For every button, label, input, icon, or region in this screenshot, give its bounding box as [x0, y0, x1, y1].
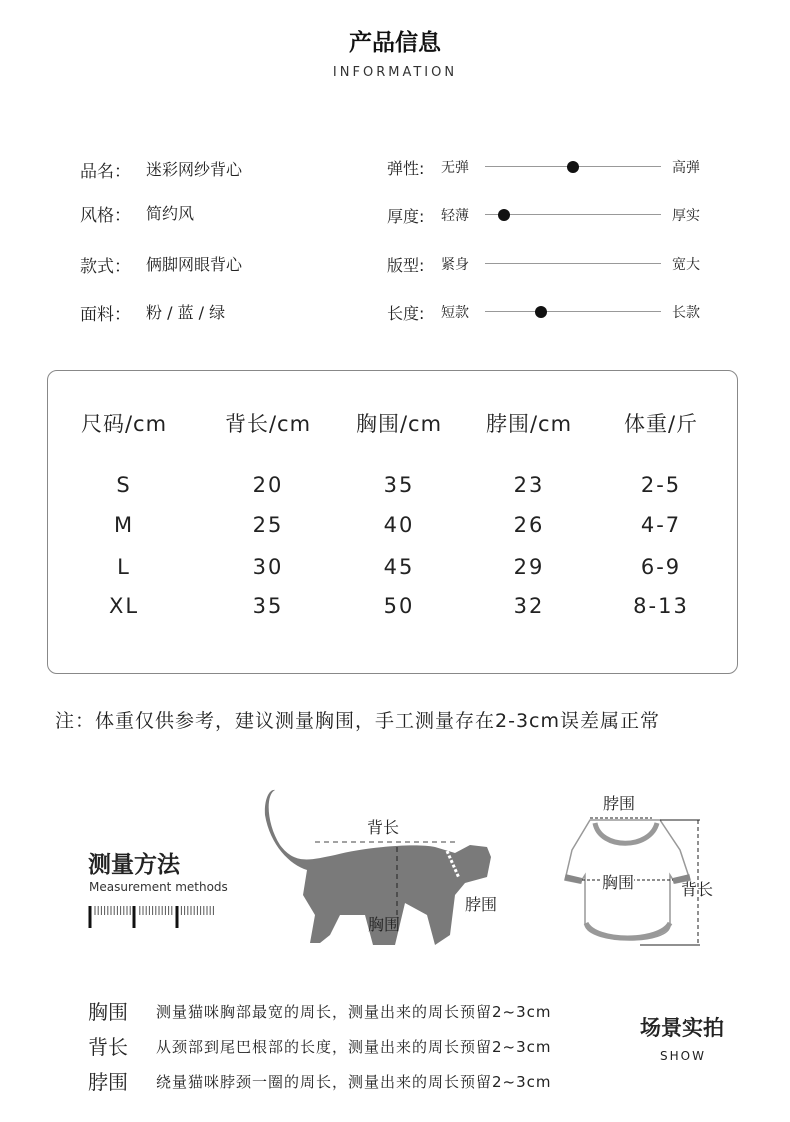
definition-desc: 测量猫咪胸部最宽的周长，测量出来的周长预留2~3cm [156, 1003, 552, 1021]
size-note: 注：体重仅供参考，建议测量胸围，手工测量存在2-3cm误差属正常 [55, 710, 660, 732]
table-cell: XL [108, 594, 140, 618]
slider-high: 宽大 [672, 257, 700, 273]
definition-neck [88, 1066, 552, 1095]
definition-desc: 绕量猫咪脖颈一圈的周长，测量出来的周长预留2~3cm [156, 1073, 552, 1091]
table-cell: L [117, 555, 131, 579]
slider-track [485, 311, 661, 312]
table-cell: S [116, 473, 132, 497]
table-cell: 6-9 [640, 555, 682, 579]
attr-label: 款式： [80, 257, 131, 277]
shirt-label-chest: 胸围 [602, 870, 634, 893]
method-subtitle: Measurement methods [89, 880, 228, 894]
attr-value: 粉 / 蓝 / 绿 [146, 303, 226, 322]
table-header: 背长/cm [224, 412, 312, 436]
table-header: 体重/斤 [623, 412, 699, 436]
slider-elasticity [387, 156, 717, 178]
table-cell: 4-7 [640, 513, 682, 537]
table-cell: M [113, 513, 135, 537]
table-cell: 2-5 [640, 473, 682, 497]
slider-high: 厚实 [672, 208, 700, 224]
definition-desc: 从颈部到尾巴根部的长度，测量出来的周长预留2~3cm [156, 1038, 552, 1056]
table-header: 尺码/cm [80, 412, 168, 436]
attr-label: 风格： [80, 206, 131, 226]
table-header: 脖围/cm [485, 412, 573, 436]
slider-low: 轻薄 [441, 208, 469, 224]
table-cell: 50 [383, 594, 415, 618]
attr-type [80, 252, 243, 277]
definition-chest [88, 996, 552, 1025]
definition-term: 胸围 [88, 1000, 128, 1024]
table-cell: 35 [383, 473, 415, 497]
table-cell: 8-13 [633, 594, 689, 618]
cat-label-chest: 胸围 [368, 915, 401, 934]
slider-label: 弹性: [387, 159, 425, 178]
section-title: 产品信息 [349, 30, 441, 56]
table-cell: 29 [513, 555, 545, 579]
cat-label-neck: 脖围 [465, 895, 498, 914]
attr-label: 面料： [80, 305, 131, 325]
slider-fit [387, 253, 717, 275]
table-cell: 25 [252, 513, 284, 537]
slider-high: 高弹 [672, 160, 700, 176]
table-cell: 32 [513, 594, 545, 618]
attr-fabric [80, 300, 226, 325]
table-cell: 35 [252, 594, 284, 618]
slider-label: 厚度: [387, 207, 425, 226]
table-cell: 30 [252, 555, 284, 579]
table-cell: 20 [252, 473, 284, 497]
cat-label-back: 背长 [367, 818, 400, 837]
slider-length [387, 301, 717, 323]
table-cell: 45 [383, 555, 415, 579]
section-subtitle: INFORMATION [332, 65, 458, 80]
table-header: 胸围/cm [355, 412, 443, 436]
slider-label: 长度: [387, 304, 425, 323]
table-cell: 26 [513, 513, 545, 537]
slider-high: 长款 [672, 305, 700, 321]
table-cell: 23 [513, 473, 545, 497]
attr-value: 迷彩网纱背心 [146, 160, 243, 179]
ruler-icon [88, 904, 218, 930]
shirt-label-neck: 脖围 [603, 794, 636, 813]
method-title: 测量方法 [88, 852, 180, 878]
slider-track [485, 214, 661, 215]
show-subtitle: SHOW [660, 1049, 706, 1063]
attr-value: 俩脚网眼背心 [146, 255, 243, 274]
show-title: 场景实拍 [640, 1016, 724, 1040]
attr-label: 品名： [80, 162, 131, 182]
definition-back [88, 1031, 552, 1060]
definition-term: 脖围 [88, 1070, 128, 1094]
slider-low: 紧身 [441, 257, 469, 273]
slider-dot [567, 161, 579, 173]
attr-value: 简约风 [146, 204, 195, 223]
slider-low: 无弹 [441, 160, 469, 176]
attr-style [80, 201, 195, 226]
definition-term: 背长 [88, 1035, 128, 1059]
shirt-label-back: 背长 [681, 880, 714, 899]
slider-label: 版型: [387, 256, 425, 275]
slider-thickness [387, 204, 717, 226]
slider-track [485, 263, 661, 264]
table-cell: 40 [383, 513, 415, 537]
attr-name [80, 157, 243, 182]
slider-dot [535, 306, 547, 318]
slider-low: 短款 [441, 305, 469, 321]
slider-dot [498, 209, 510, 221]
